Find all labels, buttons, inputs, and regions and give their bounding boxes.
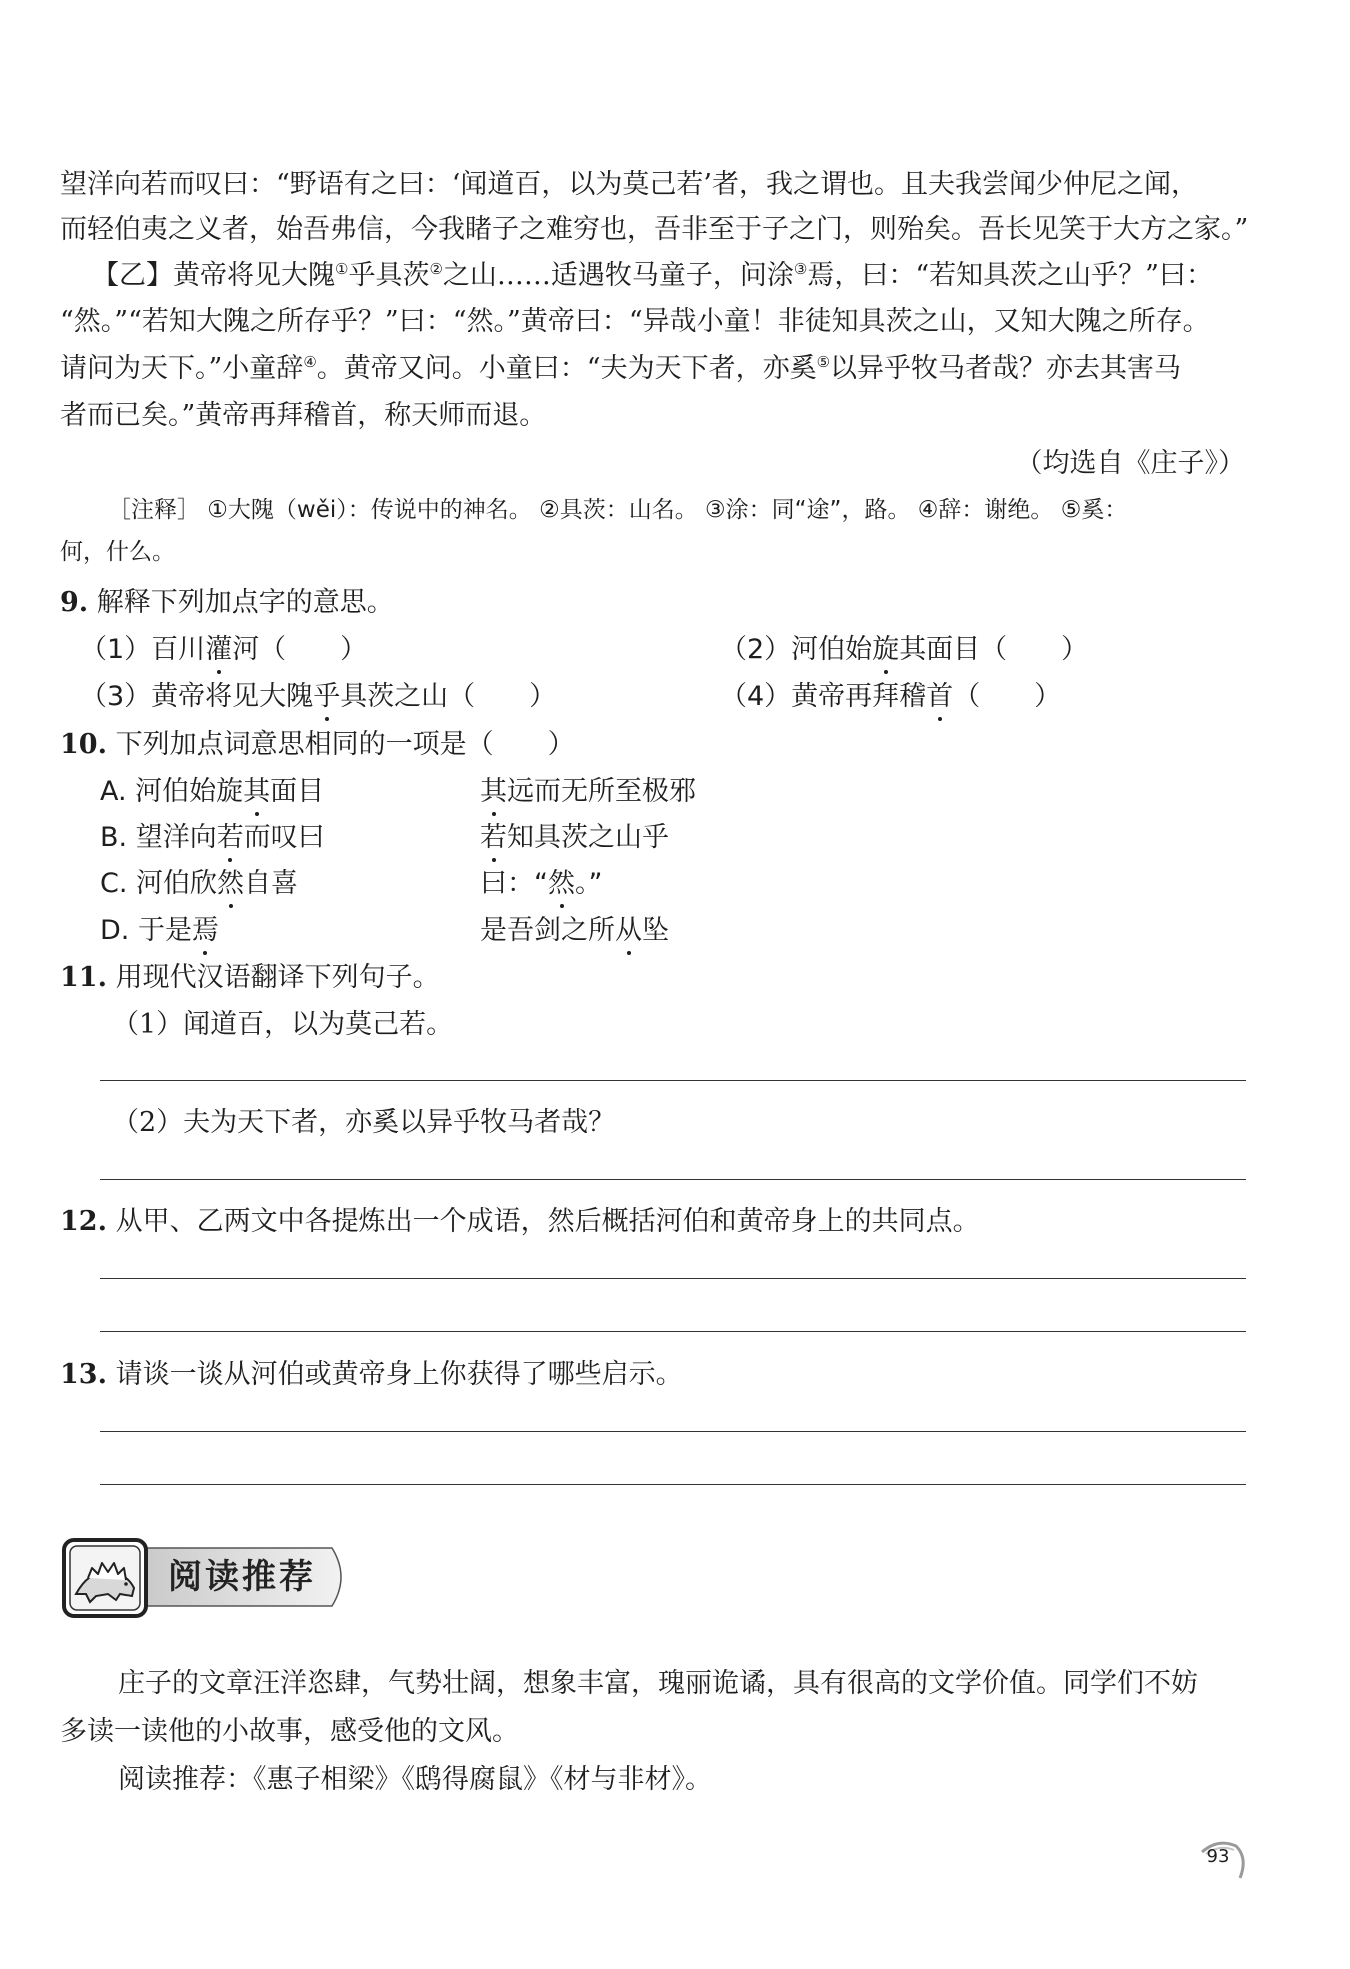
stegosaurus-icon [64, 1540, 146, 1616]
section-title: 阅读推荐 [168, 1557, 316, 1597]
note-marker: ⑤ [816, 353, 831, 371]
note-marker: ③ [793, 260, 808, 278]
q10-option-d-compare: 是吾剑之所从坠 [480, 911, 669, 951]
q11-sentence-2: （2）夫为天下者，亦奚以异乎牧马者哉？ [112, 1107, 616, 1138]
question-12: 12. 从甲、乙两文中各提炼出一个成语，然后概括河伯和黄帝身上的共同点。 [60, 1206, 980, 1237]
q10-option-a-compare: 其远而无所至极邪 [480, 772, 696, 812]
answer-line[interactable] [100, 1331, 1246, 1332]
q10-option-c: C. 河伯欣然自喜 [100, 864, 298, 904]
q10-option-c-compare: 曰：“然。” [480, 864, 603, 904]
question-10: 10. 下列加点词意思相同的一项是（ ） [60, 729, 575, 760]
passage-yi-line-1: 【乙】黄帝将见大隗①乎具茨②之山……适遇牧马童子，问涂③焉，曰：“若知具茨之山乎？”曰： [92, 260, 1213, 291]
q9-item-4: （4）黄帝再拜稽首（ ） [720, 677, 1061, 717]
note-marker: ② [429, 260, 443, 278]
answer-line[interactable] [100, 1278, 1246, 1279]
answer-line[interactable] [100, 1431, 1246, 1432]
question-13: 13. 请谈一谈从河伯或黄帝身上你获得了哪些启示。 [60, 1359, 683, 1390]
answer-line[interactable] [100, 1179, 1246, 1180]
q10-option-b: B. 望洋向若而叹曰 [100, 818, 325, 858]
passage-yi-line-2: “然。”“若知大隗之所存乎？”曰：“然。”黄帝曰：“异哉小童！非徒知具茨之山，又知大隗之所存。 [60, 306, 1210, 337]
question-9: 9. 解释下列加点字的意思。 [60, 587, 394, 618]
q9-item-2: （2）河伯始旋其面目（ ） [720, 630, 1088, 670]
section-header-reading-recommendation [60, 1532, 350, 1622]
annotation-line-1: ［注释］ ①大隗（wěi）：传说中的神名。 ②具茨：山名。 ③涂：同“途”，路。 ④辞：谢绝。 ⑤奚： [108, 497, 1128, 523]
recommend-paragraph-line-1: 庄子的文章汪洋恣肆，气势壮阔，想象丰富，瑰丽诡谲，具有很高的文学价值。同学们不妨 [118, 1668, 1198, 1699]
answer-line[interactable] [100, 1484, 1246, 1485]
recommend-book-list: 阅读推荐：《惠子相梁》《鸱得腐鼠》《材与非材》。 [118, 1764, 712, 1795]
q10-option-d: D. 于是焉 [100, 911, 219, 951]
passage-yi-line-4: 者而已矣。”黄帝再拜稽首，称天师而退。 [60, 400, 547, 431]
page-number: 93 [1196, 1838, 1246, 1884]
q10-option-a: A. 河伯始旋其面目 [100, 772, 324, 812]
note-marker: ① [335, 260, 349, 278]
annotation-line-2: 何，什么。 [60, 539, 175, 565]
passage-jia-line-2: 而轻伯夷之义者，始吾弗信，今我睹子之难穷也，吾非至于子之门，则殆矣。吾长见笑于大方之家。” [60, 214, 1249, 245]
note-marker: ④ [303, 353, 317, 371]
q10-option-b-compare: 若知具茨之山乎 [480, 818, 669, 858]
q9-item-3: （3）黄帝将见大隗乎具茨之山（ ） [80, 677, 556, 717]
passage-yi-line-3: 请问为天下。”小童辞④。黄帝又问。小童曰：“夫为天下者，亦奚⑤以异乎牧马者哉？亦去其害马 [60, 353, 1182, 384]
recommend-paragraph-line-2: 多读一读他的小故事，感受他的文风。 [60, 1716, 519, 1747]
q11-sentence-1: （1）闻道百，以为莫己若。 [112, 1009, 454, 1040]
question-11: 11. 用现代汉语翻译下列句子。 [60, 962, 440, 993]
q9-item-1: （1）百川灌河（ ） [80, 630, 367, 670]
source-citation: （均选自《庄子》） [1015, 448, 1245, 479]
answer-line[interactable] [100, 1080, 1246, 1081]
passage-jia-line-1: 望洋向若而叹曰：“野语有之曰：‘闻道百，以为莫己若’者，我之谓也。且夫我尝闻少仲尼之闻， [60, 169, 1198, 200]
